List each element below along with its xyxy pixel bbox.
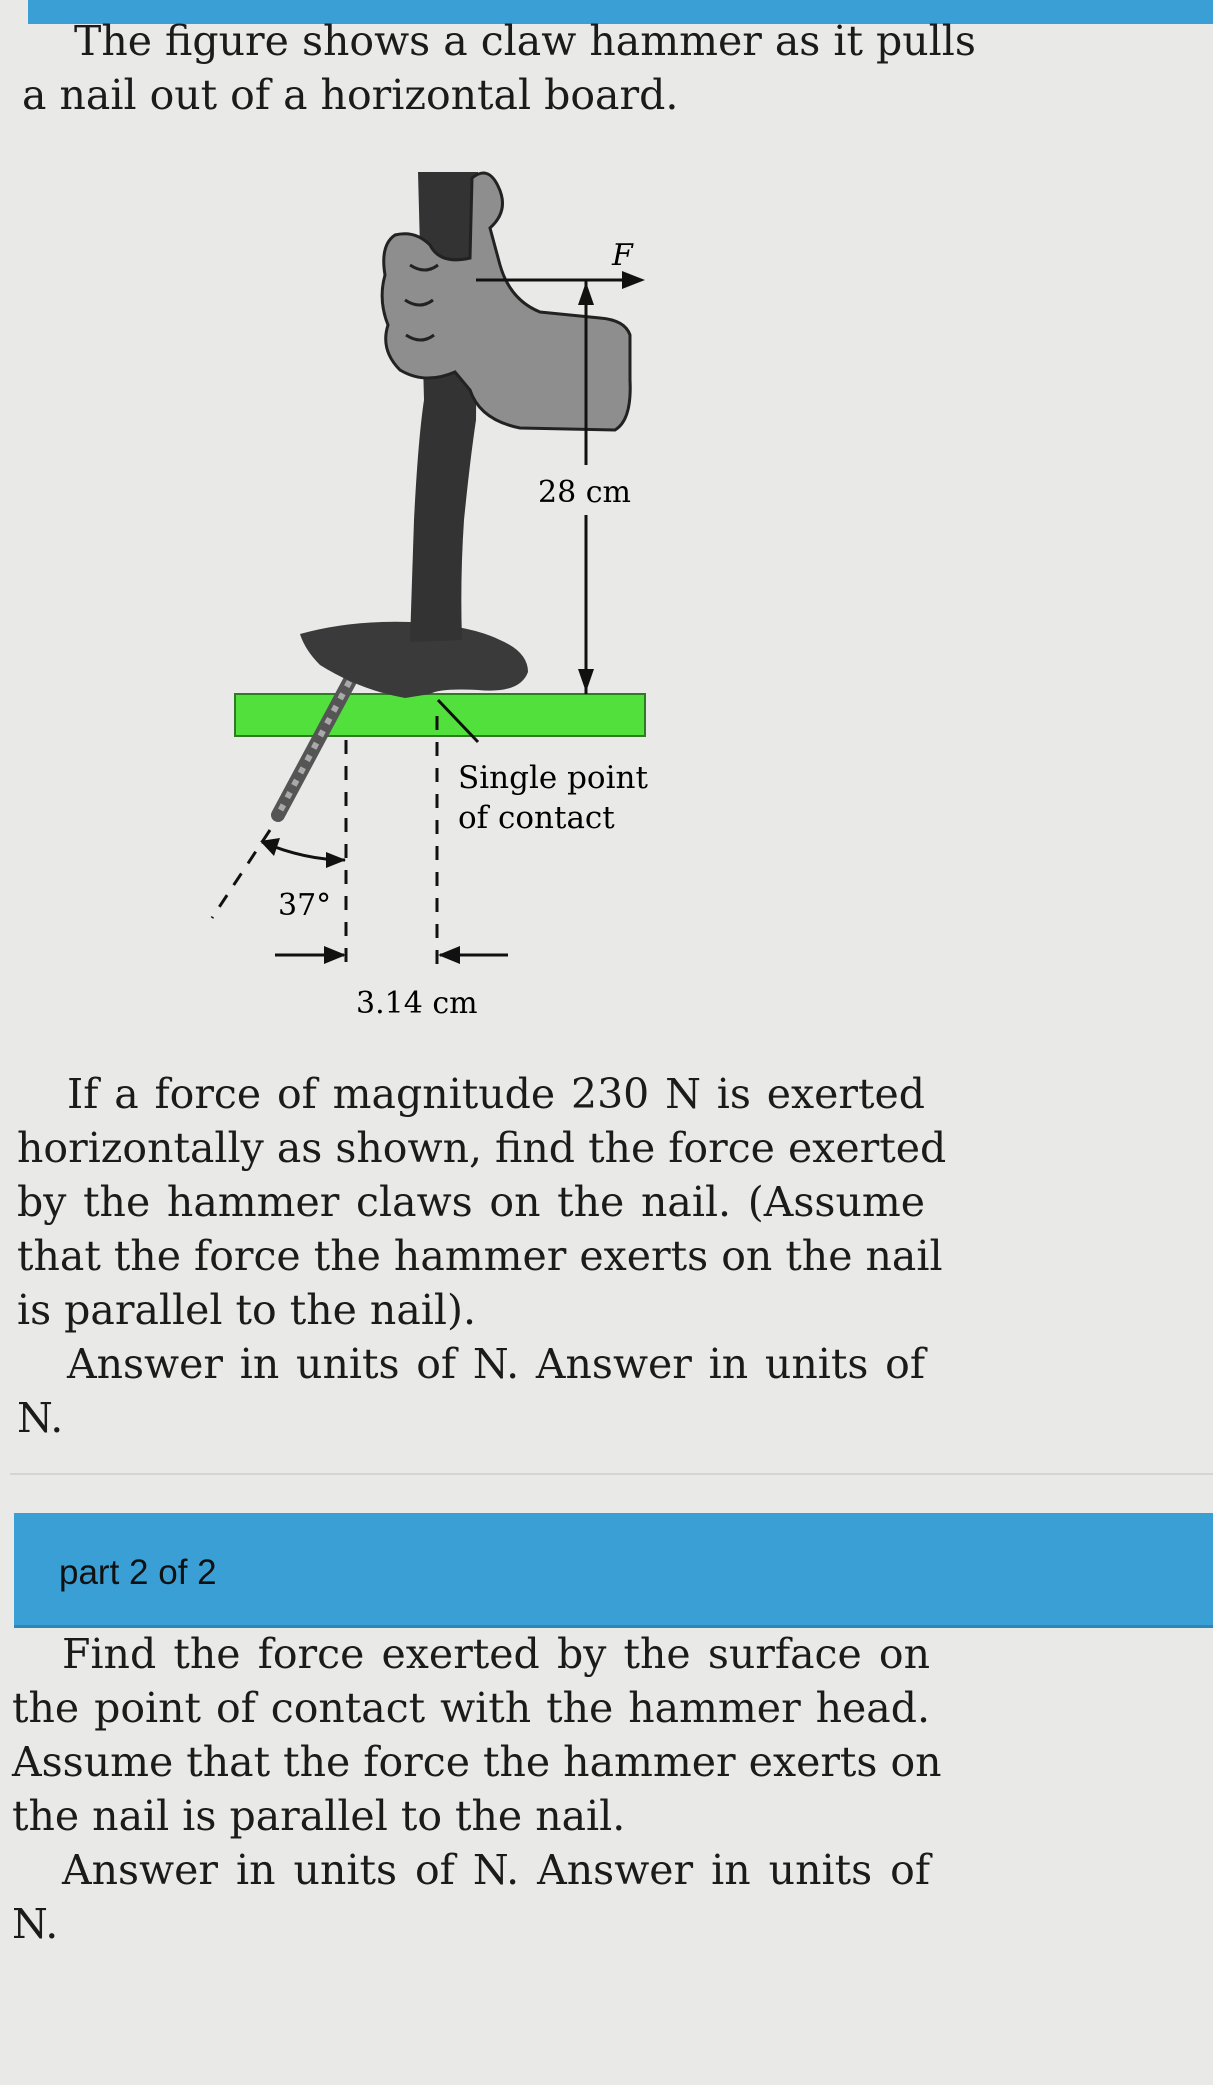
part1-answer-line: Answer in units of N. Answer in units of bbox=[67, 1340, 925, 1388]
part2-line: Assume that the force the hammer exerts on bbox=[12, 1738, 942, 1786]
force-label: F bbox=[612, 238, 633, 273]
part2-answer-line: Answer in units of N. Answer in units of bbox=[62, 1846, 930, 1894]
part2-question bbox=[12, 1627, 942, 1951]
part1-line: If a force of magnitude 230 N is exerted bbox=[67, 1070, 925, 1118]
angle-label: 37° bbox=[278, 888, 332, 923]
distance-label: 3.14 cm bbox=[356, 986, 478, 1021]
height-label: 28 cm bbox=[538, 475, 631, 510]
part1-line: that the force the hammer exerts on the nail bbox=[17, 1232, 943, 1280]
contact-label-line: of contact bbox=[458, 800, 615, 836]
part2-label: part 2 of 2 bbox=[59, 1553, 217, 1592]
part1-line: horizontally as shown, find the force exerted bbox=[17, 1124, 947, 1172]
claw-hammer-figure bbox=[200, 158, 680, 1038]
part1-answer-line: N. bbox=[17, 1394, 64, 1442]
intro-text bbox=[22, 14, 976, 122]
part2-header bbox=[14, 1513, 1213, 1628]
part2-answer-line: N. bbox=[12, 1900, 59, 1948]
part1-line: by the hammer claws on the nail. (Assume bbox=[17, 1178, 925, 1226]
contact-label-line: Single point bbox=[458, 760, 648, 796]
part2-line: Find the force exerted by the surface on bbox=[62, 1630, 930, 1678]
intro-line: The figure shows a claw hammer as it pulls bbox=[74, 17, 976, 65]
part1-line: is parallel to the nail). bbox=[17, 1286, 477, 1334]
part1-question bbox=[17, 1067, 947, 1445]
force-arrowhead bbox=[622, 271, 645, 289]
section-divider bbox=[10, 1473, 1213, 1475]
nail-extension-line bbox=[212, 830, 270, 918]
part2-line: the nail is parallel to the nail. bbox=[12, 1792, 626, 1840]
part2-line: the point of contact with the hammer head. bbox=[12, 1684, 930, 1732]
intro-line: a nail out of a horizontal board. bbox=[22, 71, 679, 119]
